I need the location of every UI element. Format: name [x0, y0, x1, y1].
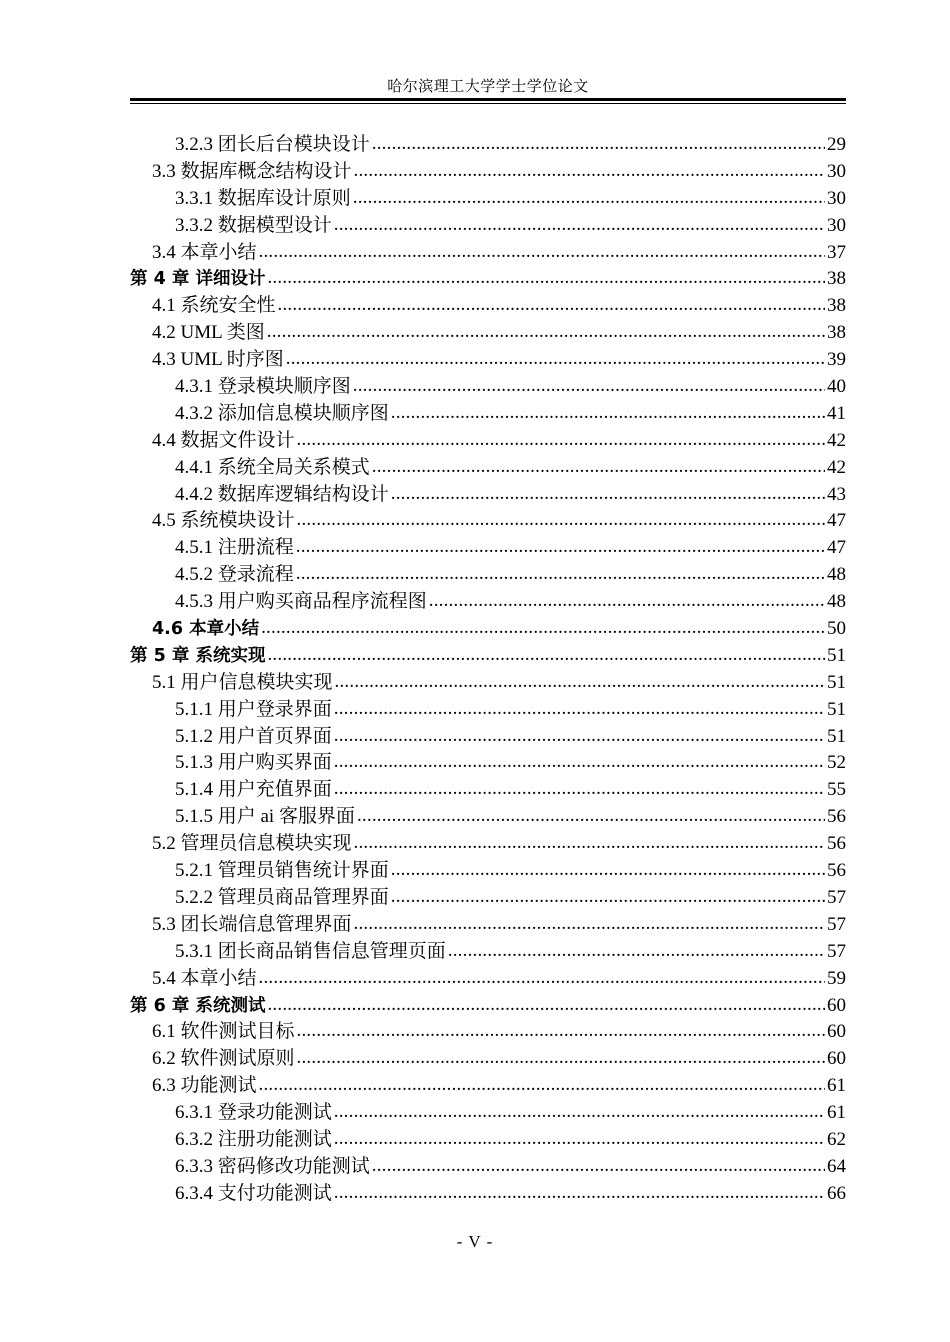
toc-entry-label: 6.3.2 注册功能测试 [175, 1128, 332, 1150]
toc-entry[interactable] [130, 1046, 846, 1073]
toc-entry-page: 60 [827, 1048, 846, 1070]
toc-entry-label: 5.3.1 团长商品销售信息管理页面 [175, 940, 446, 962]
toc-entry[interactable] [130, 993, 846, 1020]
toc-entry-page: 66 [827, 1182, 846, 1204]
toc-entry-page: 48 [827, 564, 846, 586]
toc-leader-dots [353, 374, 825, 400]
toc-entry[interactable] [130, 616, 846, 643]
toc-entry[interactable] [130, 213, 846, 240]
toc-entry[interactable] [130, 750, 846, 777]
toc-leader-dots [354, 912, 825, 938]
toc-entry-label: 6.3 功能测试 [152, 1075, 257, 1097]
toc-entry-page: 57 [827, 886, 846, 908]
toc-entry-page: 59 [827, 967, 846, 989]
toc-entry[interactable] [130, 428, 846, 455]
toc-entry-page: 41 [827, 402, 846, 424]
toc-entry-page: 48 [827, 591, 846, 613]
toc-entry[interactable] [130, 831, 846, 858]
toc-entry-page: 61 [827, 1075, 846, 1097]
toc-leader-dots [267, 266, 825, 292]
toc-entry-page: 47 [827, 510, 846, 532]
toc-entry[interactable] [130, 1019, 846, 1046]
toc-entry[interactable] [130, 186, 846, 213]
toc-leader-dots [354, 159, 825, 185]
toc-entry-page: 30 [827, 160, 846, 182]
toc-entry-page: 55 [827, 779, 846, 801]
toc-entry-label: 4.3.1 登录模块顺序图 [175, 376, 351, 398]
toc-leader-dots [286, 347, 825, 373]
toc-entry-label: 4.5.2 登录流程 [175, 564, 294, 586]
page-number: - V - [456, 1232, 494, 1251]
toc-entry[interactable] [130, 1181, 846, 1208]
toc-entry-page: 29 [827, 134, 846, 155]
toc-entry[interactable] [130, 912, 846, 939]
toc-entry-label: 5.1.2 用户首页界面 [175, 725, 332, 747]
toc-entry-label: 4.4.1 系统全局关系模式 [175, 456, 370, 478]
toc-entry[interactable] [130, 159, 846, 186]
toc-entry[interactable] [130, 455, 846, 482]
toc-entry-label: 第 5 章 系统实现 [130, 645, 266, 666]
toc-entry[interactable] [130, 374, 846, 401]
toc-entry[interactable] [130, 939, 846, 966]
toc-leader-dots [429, 589, 825, 615]
toc-entry-label: 6.2 软件测试原则 [152, 1048, 295, 1070]
toc-entry[interactable] [130, 1100, 846, 1127]
toc-entry-label: 第 6 章 系统测试 [130, 995, 266, 1016]
toc-entry[interactable] [130, 293, 846, 320]
header-rule-thick [130, 98, 846, 101]
toc-entry-page: 50 [827, 618, 846, 640]
toc-entry[interactable] [130, 1154, 846, 1181]
toc-entry-page: 30 [827, 214, 846, 236]
toc-entry-page: 30 [827, 187, 846, 209]
toc-entry-label: 4.4 数据文件设计 [152, 429, 295, 451]
toc-entry-page: 47 [827, 537, 846, 559]
toc-entry-page: 39 [827, 349, 846, 371]
toc-entry-label: 5.1 用户信息模块实现 [152, 671, 333, 693]
toc-leader-dots [259, 240, 825, 266]
toc-entry-page: 38 [827, 322, 846, 344]
toc-entry-label: 5.1.5 用户 ai 客服界面 [175, 806, 355, 828]
toc-entry-page: 56 [827, 833, 846, 855]
toc-entry[interactable] [130, 804, 846, 831]
toc-leader-dots [297, 1019, 825, 1045]
toc-entry-page: 42 [827, 429, 846, 451]
toc-entry-label: 5.2 管理员信息模块实现 [152, 833, 352, 855]
toc-entry[interactable] [130, 562, 846, 589]
toc-entry-label: 6.1 软件测试目标 [152, 1021, 295, 1043]
toc-entry-page: 38 [827, 268, 846, 290]
toc-entry[interactable] [130, 320, 846, 347]
toc-leader-dots [297, 428, 825, 454]
toc-entry-label: 4.2 UML 类图 [152, 322, 265, 344]
toc-entry-page: 51 [827, 725, 846, 747]
toc-entry[interactable] [130, 1073, 846, 1100]
toc-entry-page: 52 [827, 752, 846, 774]
toc-leader-dots [267, 643, 825, 669]
toc-leader-dots [278, 293, 825, 319]
toc-leader-dots [297, 508, 825, 534]
toc-entry-page: 57 [827, 940, 846, 962]
toc-entry[interactable] [130, 777, 846, 804]
toc-entry-page: 56 [827, 860, 846, 882]
toc-entry-page: 38 [827, 295, 846, 317]
toc-entry[interactable] [130, 885, 846, 912]
toc-entry-label: 5.3 团长端信息管理界面 [152, 913, 352, 935]
toc-leader-dots [354, 831, 825, 857]
toc-entry-label: 第 4 章 详细设计 [130, 269, 266, 290]
toc-leader-dots [267, 993, 825, 1019]
toc-entry-page: 56 [827, 806, 846, 828]
toc-entry[interactable] [130, 858, 846, 885]
toc-leader-dots [297, 1046, 825, 1072]
toc-entry-label: 4.5 系统模块设计 [152, 510, 295, 532]
toc-entry-page: 60 [827, 1021, 846, 1043]
toc-entry-label: 4.6 本章小结 [152, 619, 260, 640]
toc-leader-dots [448, 939, 825, 965]
toc-entry-label: 3.3 数据库概念结构设计 [152, 160, 352, 182]
toc-entry[interactable] [130, 266, 846, 293]
toc-entry-label: 6.3.3 密码修改功能测试 [175, 1155, 370, 1177]
toc-leader-dots [335, 670, 825, 696]
header-rule-thin [130, 103, 846, 104]
toc-entry-page: 37 [827, 241, 846, 263]
toc-entry-label: 5.1.4 用户充值界面 [175, 779, 332, 801]
toc-entry-label: 5.1.1 用户登录界面 [175, 698, 332, 720]
toc-entry[interactable] [130, 132, 846, 159]
toc-entry-label: 3.4 本章小结 [152, 241, 257, 263]
toc-leader-dots [353, 186, 825, 212]
toc-entry[interactable] [130, 401, 846, 428]
toc-leader-dots [372, 132, 825, 158]
toc-leader-dots [391, 858, 825, 884]
toc-entry[interactable] [130, 589, 846, 616]
toc-leader-dots [334, 750, 825, 776]
toc-entry-page: 51 [827, 644, 846, 666]
toc-entry[interactable] [130, 670, 846, 697]
toc-leader-dots [259, 1073, 825, 1099]
toc-entry-label: 4.5.3 用户购买商品程序流程图 [175, 591, 427, 613]
toc-entry[interactable] [130, 724, 846, 751]
toc-leader-dots [259, 966, 825, 992]
toc-entry-page: 61 [827, 1102, 846, 1124]
toc-entry[interactable] [130, 1127, 846, 1154]
toc-leader-dots [334, 724, 825, 750]
toc-entry-label: 5.4 本章小结 [152, 967, 257, 989]
toc-leader-dots [334, 1127, 825, 1153]
toc-entry-page: 43 [827, 483, 846, 505]
toc-entry[interactable] [130, 508, 846, 535]
toc-entry-label: 3.3.1 数据库设计原则 [175, 187, 351, 209]
toc-entry-label: 6.3.4 支付功能测试 [175, 1182, 332, 1204]
toc-leader-dots [334, 213, 825, 239]
toc-entry[interactable] [130, 966, 846, 993]
toc-entry-page: 64 [827, 1155, 846, 1177]
toc-entry-page: 57 [827, 913, 846, 935]
toc-leader-dots [372, 455, 825, 481]
toc-entry-label: 4.1 系统安全性 [152, 295, 276, 317]
toc-entry-label: 5.2.1 管理员销售统计界面 [175, 860, 389, 882]
toc-leader-dots [391, 482, 825, 508]
toc-entry-label: 4.4.2 数据库逻辑结构设计 [175, 483, 389, 505]
toc-entry[interactable] [130, 240, 846, 267]
toc-entry-page: 51 [827, 671, 846, 693]
toc-entry-page: 40 [827, 376, 846, 398]
toc-entry[interactable] [130, 535, 846, 562]
toc-entry-label: 6.3.1 登录功能测试 [175, 1102, 332, 1124]
toc-leader-dots [296, 562, 825, 588]
toc-entry-label: 5.2.2 管理员商品管理界面 [175, 886, 389, 908]
toc-entry-page: 42 [827, 456, 846, 478]
toc-leader-dots [334, 1181, 825, 1207]
toc-entry[interactable] [130, 347, 846, 374]
toc-entry-page: 60 [827, 994, 846, 1016]
toc-entry-label: 4.3.2 添加信息模块顺序图 [175, 402, 389, 424]
table-of-contents [130, 132, 846, 1208]
toc-entry[interactable] [130, 643, 846, 670]
toc-leader-dots [261, 616, 825, 642]
toc-entry-page: 62 [827, 1128, 846, 1150]
toc-entry-label: 4.5.1 注册流程 [175, 537, 294, 559]
page-header-title: 哈尔滨理工大学学士学位论文 [387, 79, 589, 95]
toc-leader-dots [357, 804, 825, 830]
toc-leader-dots [296, 535, 825, 561]
toc-entry[interactable] [130, 482, 846, 509]
toc-entry[interactable] [130, 697, 846, 724]
toc-entry-label: 4.3 UML 时序图 [152, 349, 284, 371]
toc-leader-dots [391, 885, 825, 911]
toc-entry-label: 3.2.3 团长后台模块设计 [175, 134, 370, 155]
toc-leader-dots [334, 697, 825, 723]
toc-entry-label: 5.1.3 用户购买界面 [175, 752, 332, 774]
toc-entry-label: 3.3.2 数据模型设计 [175, 214, 332, 236]
toc-leader-dots [334, 1100, 825, 1126]
toc-entry-page: 51 [827, 698, 846, 720]
toc-leader-dots [372, 1154, 825, 1180]
toc-leader-dots [334, 777, 825, 803]
toc-leader-dots [391, 401, 825, 427]
toc-leader-dots [267, 320, 825, 346]
